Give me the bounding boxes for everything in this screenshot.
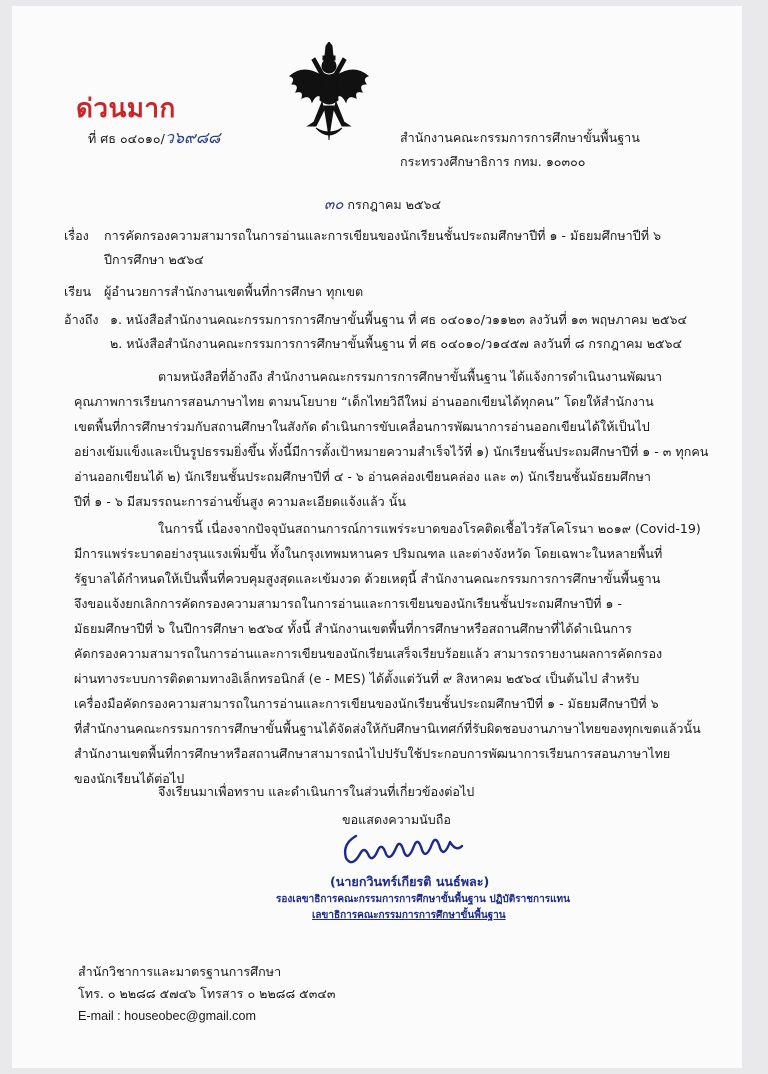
closing-line: จึงเรียนมาเพื่อทราบ และดำเนินการในส่วนที่เกี่ยวข้องต่อไป (158, 784, 475, 799)
paragraph-line: ผ่านทางระบบการติดตามทางอิเล็กทรอนิกส์ (e - MES) ได้ตั้งแต่วันที่ ๙ สิงหาคม ๒๕๖๔ เป็นต้นไป สำหรับ (74, 671, 640, 686)
paragraph-line: มัธยมศึกษาปีที่ ๖ ในปีการศึกษา ๒๕๖๔ ทั้งนี้ สำนักงานเขตพื้นที่การศึกษาหรือสถานศึกษาที่ได้ดำเนินการ (74, 621, 632, 636)
letter-page (12, 6, 742, 1068)
recipient-text: ผู้อำนวยการสำนักงานเขตพื้นที่การศึกษา ทุกเขต (104, 284, 364, 299)
signer-title-1: รองเลขาธิการคณะกรรมการการศึกษาขั้นพื้นฐาน ปฏิบัติราชการแทน (276, 894, 570, 905)
letter-date (324, 196, 441, 213)
paragraph-line: จึงขอแจ้งยกเลิกการคัดกรองความสามารถในการอ่านและการเขียนของนักเรียนชั้นประถมศึกษาปีที่ ๑ - (74, 596, 623, 611)
paragraph-line: อ่านออกเขียนได้ ๒) นักเรียนชั้นประถมศึกษาปีที่ ๔ - ๖ อ่านคล่องเขียนคล่อง และ ๓) นักเรียนชั้นมัธยมศึกษา (74, 469, 651, 484)
paragraph-line: อย่างเข้มแข็งและเป็นรูปธรรมยิ่งขึ้น ทั้งนี้มีการตั้งเป้าหมายความสำเร็จไว้ที่ ๑) นักเรียนชั้นประถมศึกษาปีที่ ๑ - ๓ ทุกคน (74, 444, 709, 459)
reference-item-2: ๒. หนังสือสำนักงานคณะกรรมการการศึกษาขั้นพื้นฐาน ที่ ศธ ๐๔๐๑๐/ว๑๔๕๗ ลงวันที่ ๘ กรกฎาคม ๒๕๖๔ (110, 336, 683, 351)
signoff: ขอแสดงความนับถือ (342, 812, 451, 827)
date-day-handwritten: ๓๐ (324, 195, 344, 213)
signer-name: (นายกวินทร์เกียรติ นนธ์พละ) (330, 874, 490, 889)
paragraph-line: ในการนี้ เนื่องจากปัจจุบันสถานการณ์การแพร่ระบาดของโรคติดเชื้อไวรัสโคโรนา ๒๐๑๙ (Covid-19) (158, 521, 701, 536)
date-month-year: กรกฎาคม ๒๕๖๔ (343, 197, 442, 212)
issuer-line1: สำนักงานคณะกรรมการการศึกษาขั้นพื้นฐาน (400, 130, 640, 145)
paragraph-line: ของนักเรียนได้ต่อไป (74, 771, 185, 786)
document-number-handwritten: ว๖๙๘๘ (164, 128, 221, 147)
references-label: อ้างถึง (64, 312, 99, 327)
document-number-prefix: ที่ ศธ ๐๔๐๑๐/ (88, 131, 165, 146)
footer-office: สำนักวิชาการและมาตรฐานการศึกษา (78, 964, 282, 979)
paragraph-line: เครื่องมือคัดกรองความสามารถในการอ่านและการเขียนของนักเรียนชั้นประถมศึกษาปีที่ ๑ - มัธยมศึกษาปีที่ ๖ (74, 696, 659, 711)
paragraph-line: คุณภาพการเรียนการสอนภาษาไทย ตามนโยบาย “เด็กไทยวิถีใหม่ อ่านออกเขียนได้ทุกคน” โดยให้สำนักงาน (74, 394, 654, 409)
garuda-emblem-icon (286, 42, 372, 142)
paragraph-line: เขตพื้นที่การศึกษาร่วมกับสถานศึกษาในสังกัด ดำเนินการขับเคลื่อนการพัฒนาการอ่านออกเขียนได้ให้เป็นไป (74, 419, 650, 434)
reference-item-1: ๑. หนังสือสำนักงานคณะกรรมการการศึกษาขั้นพื้นฐาน ที่ ศธ ๐๔๐๑๐/ว๑๑๒๓ ลงวันที่ ๑๓ พฤษภาคม ๒๕๖๔ (110, 312, 688, 327)
paragraph-line: รัฐบาลได้กำหนดให้เป็นพื้นที่ควบคุมสูงสุดและเข้มงวด ด้วยเหตุนี้ สำนักงานคณะกรรมการการศึกษาขั้นพื้นฐาน (74, 571, 661, 586)
document-number (88, 130, 220, 147)
issuer-line2: กระทรวงศึกษาธิการ กทม. ๑๐๓๐๐ (400, 154, 586, 169)
body-paragraph-1 (74, 364, 708, 514)
subject-line1: การคัดกรองความสามารถในการอ่านและการเขียนของนักเรียนชั้นประถมศึกษาปีที่ ๑ - มัธยมศึกษาปีที่ ๖ (104, 228, 661, 243)
signature-icon (338, 824, 468, 872)
paragraph-line: ที่สำนักงานคณะกรรมการการศึกษาขั้นพื้นฐานได้จัดส่งให้กับศึกษานิเทศก์ที่รับผิดชอบงานภาษาไทยของทุกเขตแล้วนั้น (74, 721, 701, 736)
paragraph-line: ตามหนังสือที่อ้างถึง สำนักงานคณะกรรมการการศึกษาขั้นพื้นฐาน ได้แจ้งการดำเนินงานพัฒนา (158, 369, 663, 384)
paragraph-line: มีการแพร่ระบาดอย่างรุนแรงเพิ่มขึ้น ทั้งในกรุงเทพมหานคร ปริมณฑล และต่างจังหวัด โดยเฉพาะในหลายพื้นที่ (74, 546, 663, 561)
paragraph-line: สำนักงานเขตพื้นที่การศึกษาหรือสถานศึกษาสามารถนำไปปรับใช้ประกอบการพัฒนาการเรียนการสอนภาษาไทย (74, 746, 671, 761)
urgent-label: ด่วนมาก (76, 94, 176, 124)
paragraph-line: ปีที่ ๑ - ๖ มีสมรรถนะการอ่านขั้นสูง ความละเอียดแจ้งแล้ว นั้น (74, 494, 406, 509)
subject-line2: ปีการศึกษา ๒๕๖๔ (104, 252, 204, 267)
footer-phone: โทร. ๐ ๒๒๘๘ ๕๗๔๖ โทรสาร ๐ ๒๒๘๘ ๕๓๔๓ (78, 986, 336, 1001)
paragraph-line: คัดกรองความสามารถในการอ่านและการเขียนของนักเรียนเสร็จเรียบร้อยแล้ว สามารถรายงานผลการคัดกรอง (74, 646, 663, 661)
recipient-label: เรียน (64, 284, 92, 299)
subject-label: เรื่อง (64, 228, 89, 243)
signer-title-2: เลขาธิการคณะกรรมการการศึกษาขั้นพื้นฐาน (312, 910, 506, 921)
body-paragraph-2 (74, 516, 701, 791)
footer-email: E-mail : houseobec@gmail.com (78, 1009, 256, 1023)
